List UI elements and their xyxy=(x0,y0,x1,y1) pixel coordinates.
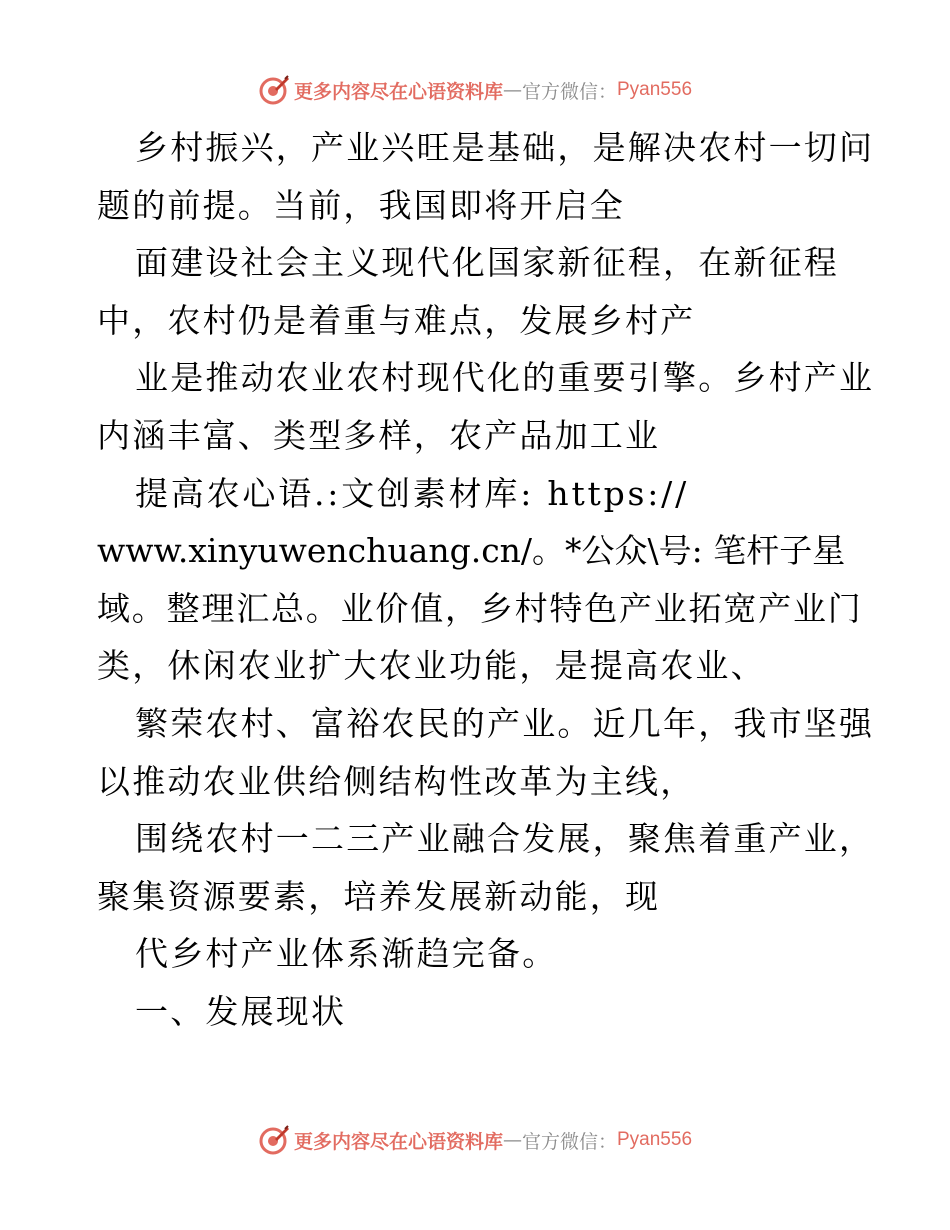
watermark-title: 更多内容尽在心语资料库 xyxy=(293,1130,503,1153)
watermark-wechat-label: 官方微信： xyxy=(521,1130,617,1153)
text-line: 业是推动农业农村现代化的重要引擎。乡村产业 xyxy=(135,358,875,398)
watermark-separator: — xyxy=(502,1129,522,1151)
text-line: 中，农村仍是着重与难点，发展乡村产 xyxy=(97,300,696,340)
text-line: 提高农心语.:文创素材库: https:// xyxy=(135,473,690,513)
watermark-separator: — xyxy=(502,79,522,101)
watermark-wechat-label: 官方微信： xyxy=(521,80,617,103)
text-line: www.xinyuwenchuang.cn/。*公众\号: 笔杆子星 xyxy=(97,531,846,571)
watermark-wechat-id: Pyan556 xyxy=(617,79,693,100)
header-watermark xyxy=(0,70,950,110)
text-line: 聚集资源要素，培养发展新动能，现 xyxy=(97,876,661,916)
footer-watermark xyxy=(0,1120,950,1160)
text-line: 内涵丰富、类型多样，农产品加工业 xyxy=(97,415,661,455)
text-line: 题的前提。当前，我国即将开启全 xyxy=(97,185,625,225)
text-line: 面建设社会主义现代化国家新征程，在新征程 xyxy=(135,243,839,283)
text-line: 以推动农业供给侧结构性改革为主线， xyxy=(97,761,696,801)
quill-circle-icon xyxy=(258,74,290,106)
watermark-title: 更多内容尽在心语资料库 xyxy=(293,80,503,103)
text-line: 域。整理汇总。业价值，乡村特色产业拓宽产业门 xyxy=(97,588,863,628)
text-line: 类，休闲农业扩大农业功能，是提高农业、 xyxy=(97,646,766,686)
document-body xyxy=(97,119,875,1041)
text-line: 代乡村产业体系渐趋完备。 xyxy=(135,934,558,974)
watermark-wechat-id: Pyan556 xyxy=(617,1129,693,1150)
text-line: 乡村振兴，产业兴旺是基础，是解决农村一切问 xyxy=(135,128,875,167)
quill-circle-icon xyxy=(258,1124,290,1156)
section-heading: 一、发展现状 xyxy=(135,991,347,1031)
text-line: 围绕农村一二三产业融合发展，聚焦着重产业， xyxy=(135,819,875,859)
text-line: 繁荣农村、富裕农民的产业。近几年，我市坚强 xyxy=(135,703,875,743)
